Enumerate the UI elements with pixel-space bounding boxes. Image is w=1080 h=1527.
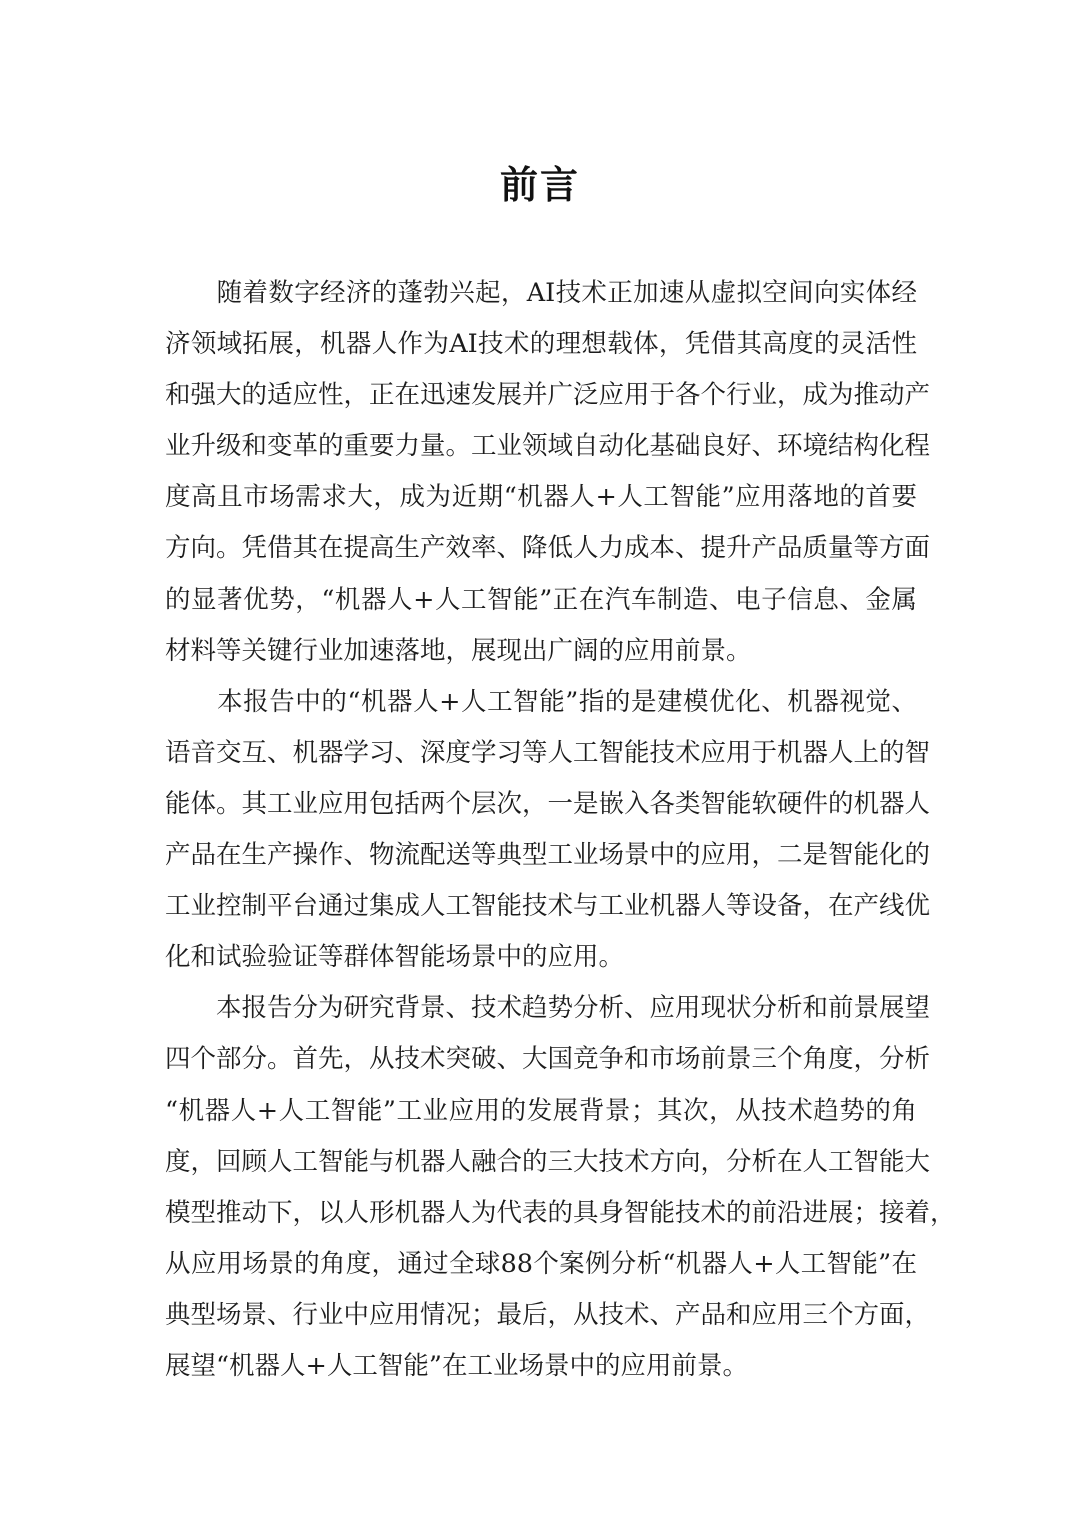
text-line: 材料等关键行业加速落地，展现出广阔的应用前景。 <box>165 635 752 666</box>
text-line: 方向。凭借其在提高生产效率、降低人力成本、提升产品质量等方面 <box>165 533 931 564</box>
text-line: 能体。其工业应用包括两个层次，一是嵌入各类智能软硬件的机器人 <box>165 788 931 819</box>
paragraph-3 <box>165 983 956 1392</box>
text-line: “机器人+人工智能”工业应用的发展背景；其次，从技术趋势的角 <box>165 1095 917 1126</box>
text-line: 语音交互、机器学习、深度学习等人工智能技术应用于机器人上的智 <box>165 737 931 768</box>
text-line: 本报告中的“机器人+人工智能”指的是建模优化、机器视觉、 <box>165 686 917 717</box>
page-title: 前言 <box>499 162 580 207</box>
text-line: 工业控制平台通过集成人工智能技术与工业机器人等设备，在产线优 <box>165 891 931 922</box>
text-line: 模型推动下，以人形机器人为代表的具身智能技术的前沿进展；接着， <box>165 1197 956 1228</box>
text-line: 随着数字经济的蓬勃兴起，AI技术正加速从虚拟空间向实体经 <box>165 278 917 308</box>
paragraph-2 <box>165 677 931 984</box>
text-line: 度，回顾人工智能与机器人融合的三大技术方向，分析在人工智能大 <box>165 1146 931 1177</box>
text-line: 的显著优势，“机器人+人工智能”正在汽车制造、电子信息、金属 <box>165 584 917 615</box>
text-line: 度高且市场需求大，成为近期“机器人+人工智能”应用落地的首要 <box>165 482 917 513</box>
text-line: 典型场景、行业中应用情况；最后，从技术、产品和应用三个方面， <box>165 1299 931 1330</box>
text-line: 四个部分。首先，从技术突破、大国竞争和市场前景三个角度，分析 <box>165 1044 931 1075</box>
paragraph-1 <box>165 268 931 677</box>
text-line: 本报告分为研究背景、技术趋势分析、应用现状分析和前景展望 <box>165 993 931 1024</box>
text-line: 济领域拓展，机器人作为AI技术的理想载体，凭借其高度的灵活性 <box>165 329 917 360</box>
text-line: 业升级和变革的重要力量。工业领域自动化基础良好、环境结构化程 <box>165 431 931 462</box>
text-line: 从应用场景的角度，通过全球88个案例分析“机器人+人工智能”在 <box>165 1248 917 1279</box>
text-line: 展望“机器人+人工智能”在工业场景中的应用前景。 <box>165 1350 748 1381</box>
text-line: 产品在生产操作、物流配送等典型工业场景中的应用，二是智能化的 <box>165 840 931 871</box>
document-body <box>165 268 956 1392</box>
text-line: 化和试验验证等群体智能场景中的应用。 <box>165 942 625 973</box>
text-line: 和强大的适应性，正在迅速发展并广泛应用于各个行业，成为推动产 <box>165 380 931 411</box>
